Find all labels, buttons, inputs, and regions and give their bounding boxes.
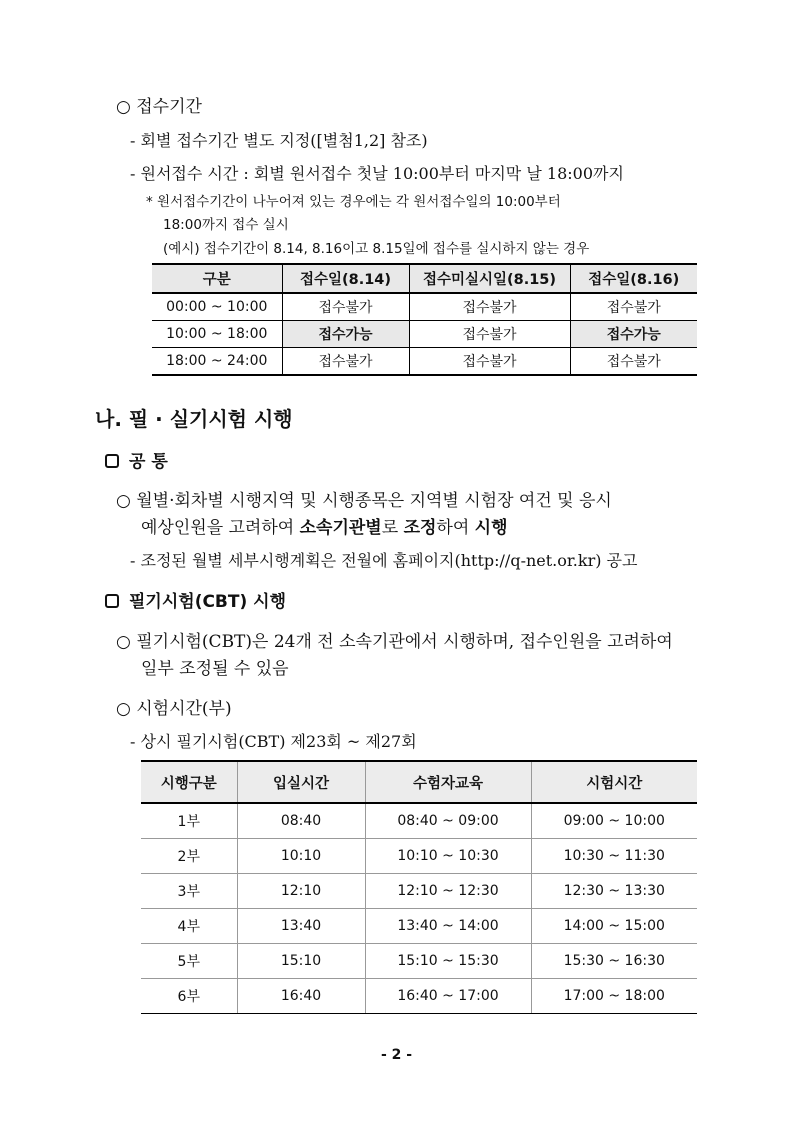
common-dash-line: - 조정된 월별 세부시행계획은 전월에 홈페이지(http://q-net.or.kr) 공고 <box>130 551 638 570</box>
table-cell: 1부 <box>141 803 237 839</box>
written-bullet1-line-2: 일부 조정될 수 있음 <box>141 659 289 679</box>
emphasis-text: 조정 <box>403 518 437 538</box>
example-table <box>152 263 697 376</box>
emphasis-text: 시행 <box>474 518 508 538</box>
table-cell: 17:00 ~ 18:00 <box>531 979 697 1014</box>
table-row <box>152 321 697 348</box>
period-note-1: * 원서접수기간이 나누어져 있는 경우에는 각 원서접수일의 10:00부터 <box>146 194 561 210</box>
period-line-2: - 원서접수 시간 : 회별 원서접수 첫날 10:00부터 마지막 날 18:00까지 <box>130 164 624 183</box>
written-bullet2: ○ 시험시간(부) <box>116 699 232 719</box>
period-note-3: (예시) 접수기간이 8.14, 8.16이고 8.15일에 접수를 실시하지 않는 경우 <box>163 241 590 257</box>
table-cell: 접수불가 <box>282 348 409 376</box>
example-header: 접수일(8.16) <box>570 264 697 293</box>
table-cell: 15:30 ~ 16:30 <box>531 944 697 979</box>
written-heading-text: 필기시험(CBT) 시행 <box>129 592 287 612</box>
table-cell: 접수불가 <box>409 293 570 321</box>
table-row <box>141 909 697 944</box>
common-bullet-line-2 <box>141 513 508 538</box>
table-cell: 08:40 <box>237 803 365 839</box>
table-cell: 접수불가 <box>409 348 570 376</box>
common-heading <box>105 447 168 472</box>
table-cell: 14:00 ~ 15:00 <box>531 909 697 944</box>
period-heading: ○ 접수기간 <box>116 97 202 117</box>
table-cell: 00:00 ~ 10:00 <box>152 293 282 321</box>
table-cell: 2부 <box>141 839 237 874</box>
table-row <box>152 293 697 321</box>
table-cell: 접수불가 <box>570 293 697 321</box>
square-bullet-icon <box>105 594 119 608</box>
time-header: 입실시간 <box>237 761 365 803</box>
common-text: 하여 <box>436 518 475 538</box>
table-row <box>141 944 697 979</box>
table-row <box>141 874 697 909</box>
table-row <box>141 803 697 839</box>
table-cell: 12:10 ~ 12:30 <box>365 874 531 909</box>
table-cell: 13:40 ~ 14:00 <box>365 909 531 944</box>
table-cell-highlight: 접수가능 <box>570 321 697 348</box>
table-cell: 18:00 ~ 24:00 <box>152 348 282 376</box>
example-header: 접수미실시일(8.15) <box>409 264 570 293</box>
table-cell: 6부 <box>141 979 237 1014</box>
page-number: - 2 - <box>380 1047 413 1063</box>
table-cell: 09:00 ~ 10:00 <box>531 803 697 839</box>
table-cell: 15:10 <box>237 944 365 979</box>
section-title: 나. 필 · 실기시험 시행 <box>95 407 293 431</box>
time-header: 시행구분 <box>141 761 237 803</box>
time-header: 시험시간 <box>531 761 697 803</box>
table-row <box>141 839 697 874</box>
table-cell: 10:10 ~ 10:30 <box>365 839 531 874</box>
example-header: 구분 <box>152 264 282 293</box>
table-row <box>141 979 697 1014</box>
table-cell: 4부 <box>141 909 237 944</box>
table-cell-highlight: 접수가능 <box>282 321 409 348</box>
common-heading-text: 공 통 <box>129 452 168 472</box>
written-bullet1-line-1: ○ 필기시험(CBT)은 24개 전 소속기관에서 시행하며, 접수인원을 고려하여 <box>116 632 673 652</box>
common-text: 예상인원을 고려하여 <box>141 518 300 538</box>
table-cell: 10:10 <box>237 839 365 874</box>
square-bullet-icon <box>105 454 119 468</box>
exam-time-table <box>141 760 697 1014</box>
table-cell: 16:40 <box>237 979 365 1014</box>
period-note-2: 18:00까지 접수 실시 <box>163 217 289 233</box>
written-dash-line: - 상시 필기시험(CBT) 제23회 ~ 제27회 <box>130 732 417 751</box>
table-cell: 3부 <box>141 874 237 909</box>
table-cell: 접수불가 <box>282 293 409 321</box>
table-cell: 접수불가 <box>409 321 570 348</box>
emphasis-text: 소속기관별 <box>299 518 382 538</box>
table-cell: 13:40 <box>237 909 365 944</box>
table-cell: 접수불가 <box>570 348 697 376</box>
table-cell: 5부 <box>141 944 237 979</box>
table-cell: 08:40 ~ 09:00 <box>365 803 531 839</box>
written-heading <box>105 587 286 612</box>
table-cell: 10:00 ~ 18:00 <box>152 321 282 348</box>
table-cell: 12:10 <box>237 874 365 909</box>
time-header: 수험자교육 <box>365 761 531 803</box>
table-cell: 15:10 ~ 15:30 <box>365 944 531 979</box>
common-bullet-line-1: ○ 월별·회차별 시행지역 및 시행종목은 지역별 시험장 여건 및 응시 <box>116 491 612 511</box>
table-cell: 10:30 ~ 11:30 <box>531 839 697 874</box>
table-cell: 16:40 ~ 17:00 <box>365 979 531 1014</box>
table-row <box>152 348 697 376</box>
example-header: 접수일(8.14) <box>282 264 409 293</box>
period-line-1: - 회별 접수기간 별도 지정([별첨1,2] 참조) <box>130 131 428 150</box>
table-cell: 12:30 ~ 13:30 <box>531 874 697 909</box>
common-text: 로 <box>381 518 404 538</box>
